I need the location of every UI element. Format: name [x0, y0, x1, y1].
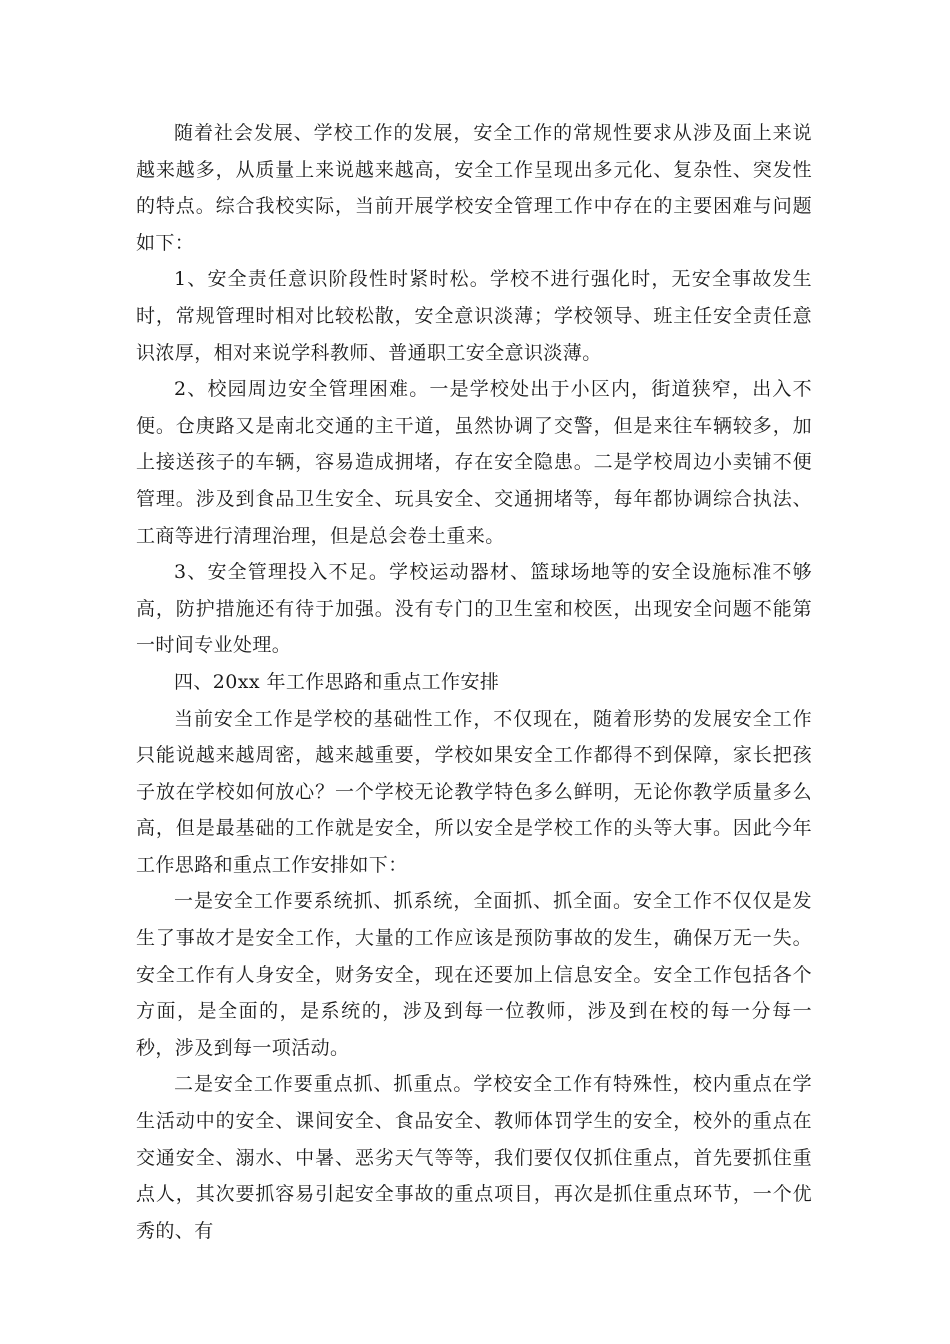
paragraph-problem-2: 2、校园周边安全管理困难。一是学校处出于小区内，街道狭窄，出入不便。仓庚路又是南北交通的主干道，虽然协调了交警，但是来往车辆较多，加上接送孩子的车辆，容易造成拥堵，存在安全隐患。二是学校周边小卖铺不便管理。涉及到食品卫生安全、玩具安全、交通拥堵等，每年都协调综合执法、工商等进行清理治理，但是总会卷土重来。	[136, 378, 812, 547]
section-heading: 四、20xx 年工作思路和重点工作安排	[174, 670, 500, 693]
paragraph-problem-3: 3、安全管理投入不足。学校运动器材、篮球场地等的安全设施标准不够高，防护措施还有待于加强。没有专门的卫生室和校医，出现安全问题不能第一时间专业处理。	[136, 561, 812, 657]
paragraph-intro: 随着社会发展、学校工作的发展，安全工作的常规性要求从涉及面上来说越来越多，从质量上来说越来越高，安全工作呈现出多元化、复杂性、突发性的特点。综合我校实际，当前开展学校安全管理工作中存在的主要困难与问题如下：	[136, 122, 812, 254]
paragraph-problem-1: 1、安全责任意识阶段性时紧时松。学校不进行强化时，无安全事故发生时，常规管理时相对比较松散，安全意识淡薄；学校领导、班主任安全责任意识浓厚，相对来说学科教师、普通职工安全意识淡薄。	[136, 268, 812, 364]
paragraph-overview: 当前安全工作是学校的基础性工作，不仅现在，随着形势的发展安全工作只能说越来越周密，越来越重要，学校如果安全工作都得不到保障，家长把孩子放在学校如何放心？一个学校无论教学特色多么鲜明，无论你教学质量多么高，但是最基础的工作就是安全，所以安全是学校工作的头等大事。因此今年工作思路和重点工作安排如下：	[136, 707, 812, 876]
document-body	[136, 115, 812, 1249]
paragraph-point-1: 一是安全工作要系统抓、抓系统，全面抓、抓全面。安全工作不仅仅是发生了事故才是安全工作，大量的工作应该是预防事故的发生，确保万无一失。安全工作有人身安全，财务安全，现在还要加上信息安全。安全工作包括各个方面，是全面的，是系统的，涉及到每一位教师，涉及到在校的每一分每一秒，涉及到每一项活动。	[136, 890, 812, 1059]
paragraph-point-2: 二是安全工作要重点抓、抓重点。学校安全工作有特殊性，校内重点在学生活动中的安全、课间安全、食品安全、教师体罚学生的安全，校外的重点在交通安全、溺水、中暑、恶劣天气等等，我们要仅仅抓住重点，首先要抓住重点人，其次要抓容易引起安全事故的重点项目，再次是抓住重点环节，一个优秀的、有	[136, 1073, 812, 1242]
